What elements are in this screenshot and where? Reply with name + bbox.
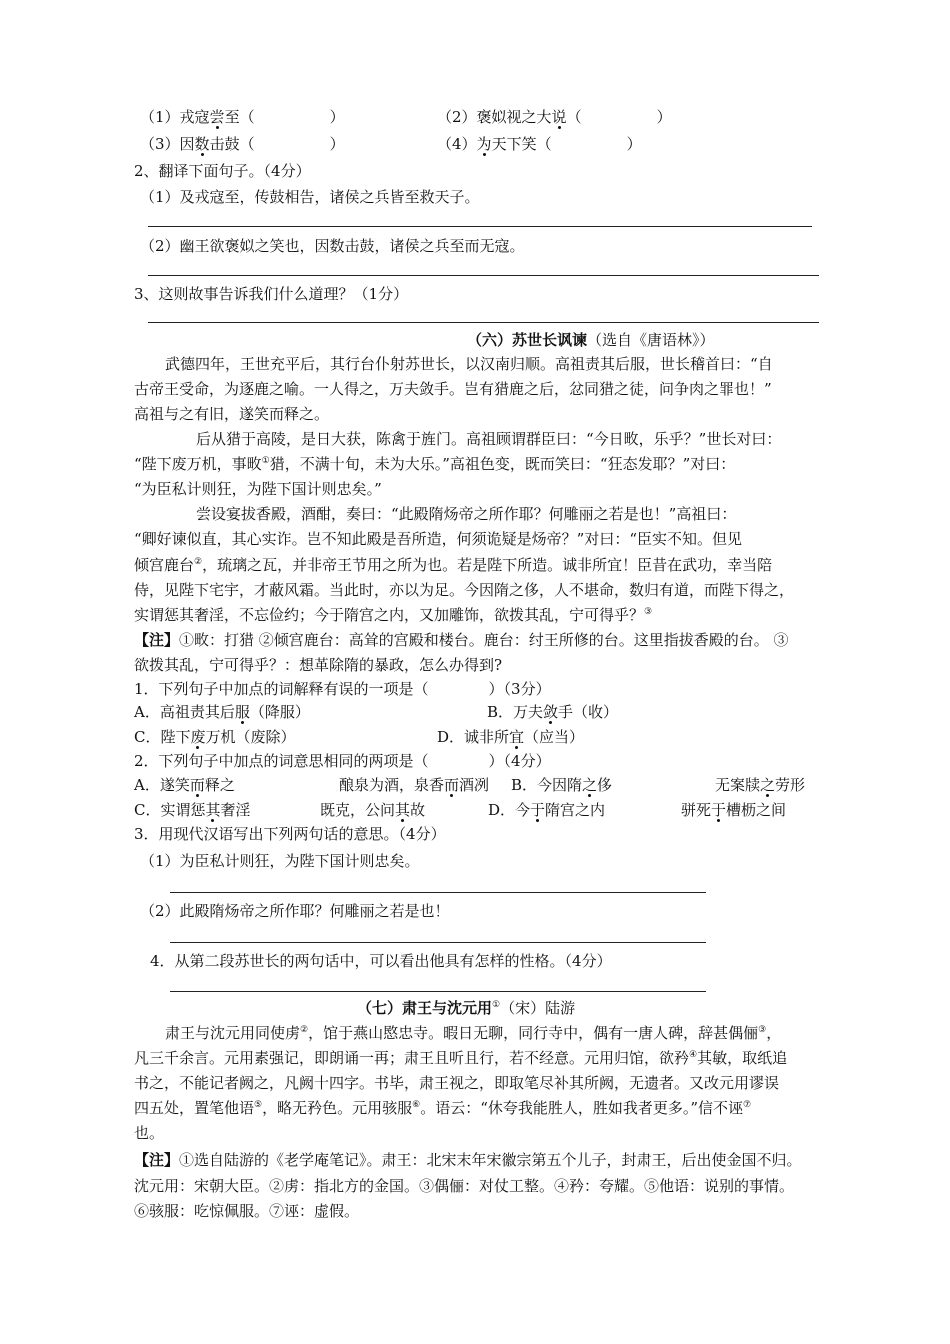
option-c-pair: 既克，公问其故	[320, 801, 426, 819]
question-2: 2．下列句子中加点的词意思相同的两项是（ ）（4分）	[134, 752, 551, 770]
option-a-pair: 酿泉为酒，泉香而酒冽	[339, 776, 490, 794]
paragraph-line: 四五处，置笔他语⑤，略无矜色。元用骇服⑥。语云：“休夸我能胜人，胜如我者更多。”信不诬⑦	[134, 1099, 752, 1117]
paragraph-line: 古帝王受命，为逐鹿之喻。一人得之，万夫敛手。岂有猎鹿之后，忿同猎之徒，问争肉之罪也！”	[134, 380, 772, 398]
section-6-title: （六）苏世长讽谏（选自《唐语林》）	[467, 331, 715, 349]
q1-item-2: （2）褒姒视之大说（ ）	[437, 108, 672, 126]
paragraph-line: 也。	[134, 1124, 165, 1142]
paragraph-line: 高祖与之有旧，遂笑而释之。	[134, 405, 330, 423]
option-b-pair: 无案牍之劳形	[715, 776, 806, 794]
dotted-char: 而	[444, 776, 460, 794]
section-7-title: （七）肃王与沈元用①（宋）陆游	[357, 999, 576, 1017]
paragraph-line: “为臣私计则狂，为陛下国计则忠矣。”	[134, 480, 382, 498]
question-2-sentence-2: （2）幽王欲褒姒之笑也，因数击鼓，诸侯之兵至而无寇。	[140, 237, 525, 255]
q1-item-1: （1）戎寇尝至（ ）	[140, 108, 345, 126]
answer-line[interactable]	[148, 226, 812, 227]
paragraph-line: 尝设宴拔香殿，酒酣，奏曰：“此殿隋炀帝之所作耶？何雕丽之若是也！”高祖曰：	[196, 505, 737, 523]
option-b[interactable]: B．今因隋之侈	[511, 776, 613, 794]
question-2-sentence-1: （1）及戎寇至，传鼓相告，诸侯之兵皆至救天子。	[140, 188, 480, 206]
note-line: 沈元用：宋朝大臣。②虏：指北方的金国。③偶俪：对仗工整。④矜：夸耀。⑤他语：说别的事情。	[134, 1177, 795, 1195]
dotted-char: 说	[551, 108, 567, 126]
answer-line[interactable]	[170, 892, 706, 893]
question-3: 3．用现代汉语写出下列两句话的意思。（4分）	[134, 825, 446, 843]
note-line: 【注】①选自陆游的《老学庵笔记》。肃王：北宋末年宋徽宗第五个儿子，封肃王，后出使金国不归。	[134, 1151, 802, 1169]
dotted-char: 宜	[509, 728, 525, 746]
note-line: 欲拨其乱，宁可得乎？：想革除隋的暴政，怎么办得到?	[134, 656, 503, 674]
question-2: 2、翻译下面句子。（4分）	[134, 162, 311, 180]
dotted-char: 之	[582, 776, 598, 794]
q1-item-3: （3）因数击鼓（ ）	[140, 135, 345, 153]
paragraph-line: “陛下废万机，事畋①猎，不满十旬，未为大乐。”高祖色变，既而笑曰：“狂态发耶？”对曰：	[134, 455, 736, 473]
paragraph-line: 肃王与沈元用同使虏②，馆于燕山愍忠寺。暇日无聊，同行寺中，偶有一唐人碑，辞甚偶俪③，	[165, 1024, 782, 1042]
option-a[interactable]: A．高祖责其后服（降服）	[134, 703, 310, 721]
dotted-char: 服	[234, 703, 250, 721]
paragraph-line: 书之，不能记者阙之，凡阙十四字。书毕，肃王视之，即取笔尽补其所阙，无遗者。又改元用谬误	[134, 1074, 780, 1092]
option-a[interactable]: A．遂笑而释之	[134, 776, 235, 794]
dotted-char: 废	[190, 728, 206, 746]
option-d[interactable]: D．诚非所宜（应当）	[437, 728, 585, 746]
paragraph-line: 武德四年，王世充平后，其行台仆射苏世长，以汉南归顺。高祖责其后服，世长稽首曰：“自	[165, 355, 773, 373]
answer-line[interactable]	[148, 322, 819, 323]
paragraph-line: 实谓惩其奢淫，不忘俭约；今于隋宫之内，又加雕饰，欲拨其乱，宁可得乎？③	[134, 606, 653, 624]
q1-item-4: （4）为天下笑（ ）	[437, 135, 642, 153]
question-3-sentence-1: （1）为臣私计则狂，为陛下国计则忠矣。	[140, 852, 420, 870]
dotted-char: 之	[760, 776, 776, 794]
dotted-char: 尝	[209, 108, 225, 126]
dotted-char: 为	[476, 135, 492, 153]
dotted-char: 数	[194, 135, 210, 153]
paragraph-line: 侍，见陛下宅宇，才蔽风霜。当此时，亦以为足。今因隋之侈，人不堪命，数归有道，而陛下得之，	[134, 581, 795, 599]
question-4: 4．从第二段苏世长的两句话中，可以看出他具有怎样的性格。（4分）	[150, 952, 612, 970]
answer-line[interactable]	[148, 275, 819, 276]
dotted-char: 于	[530, 801, 546, 819]
dotted-char: 其	[205, 801, 221, 819]
option-d[interactable]: D．今于隋宫之内	[488, 801, 606, 819]
answer-line[interactable]	[170, 991, 706, 992]
dotted-char: 敛	[543, 703, 559, 721]
option-d-pair: 骈死于槽枥之间	[681, 801, 787, 819]
question-3: 3、这则故事告诉我们什么道理？（1分）	[134, 285, 409, 303]
paragraph-line: “卿好谏似直，其心实诈。岂不知此殿是吾所造，何须诡疑是炀帝？”对曰：“臣实不知。但见	[134, 530, 743, 548]
paragraph-line: 倾宫鹿台②，琉璃之瓦，并非帝王节用之所为也。若是陛下所造。诚非所宜！臣昔在武功，幸当陪	[134, 556, 773, 574]
note-line: ⑥骇服：吃惊佩服。⑦诬：虚假。	[134, 1202, 360, 1220]
dotted-char: 于	[711, 801, 727, 819]
question-1: 1．下列句子中加点的词解释有误的一项是（ ）（3分）	[134, 680, 551, 698]
dotted-char: 其	[395, 801, 411, 819]
paragraph-line: 凡三千余言。元用素强记，即朗诵一再；肃王且听且行，若不经意。元用归馆，欲矜④其敏，取纸追	[134, 1049, 788, 1067]
note-line: 【注】①畋：打猎 ②倾宫鹿台：高耸的宫殿和楼台。鹿台：纣王所修的台。这里指拔香殿的台。 ③	[134, 631, 789, 649]
question-3-sentence-2: （2）此殿隋炀帝之所作耶？何雕丽之若是也！	[140, 902, 450, 920]
dotted-char: 而	[189, 776, 205, 794]
answer-line[interactable]	[170, 942, 706, 943]
option-c[interactable]: C．实谓惩其奢淫	[134, 801, 251, 819]
option-c[interactable]: C．陛下废万机（废除）	[134, 728, 296, 746]
option-b[interactable]: B．万夫敛手（收）	[487, 703, 619, 721]
paragraph-line: 后从猎于高陵，是日大获，陈禽于旌门。高祖顾谓群臣曰：“今日畋，乐乎？”世长对曰：	[196, 430, 782, 448]
